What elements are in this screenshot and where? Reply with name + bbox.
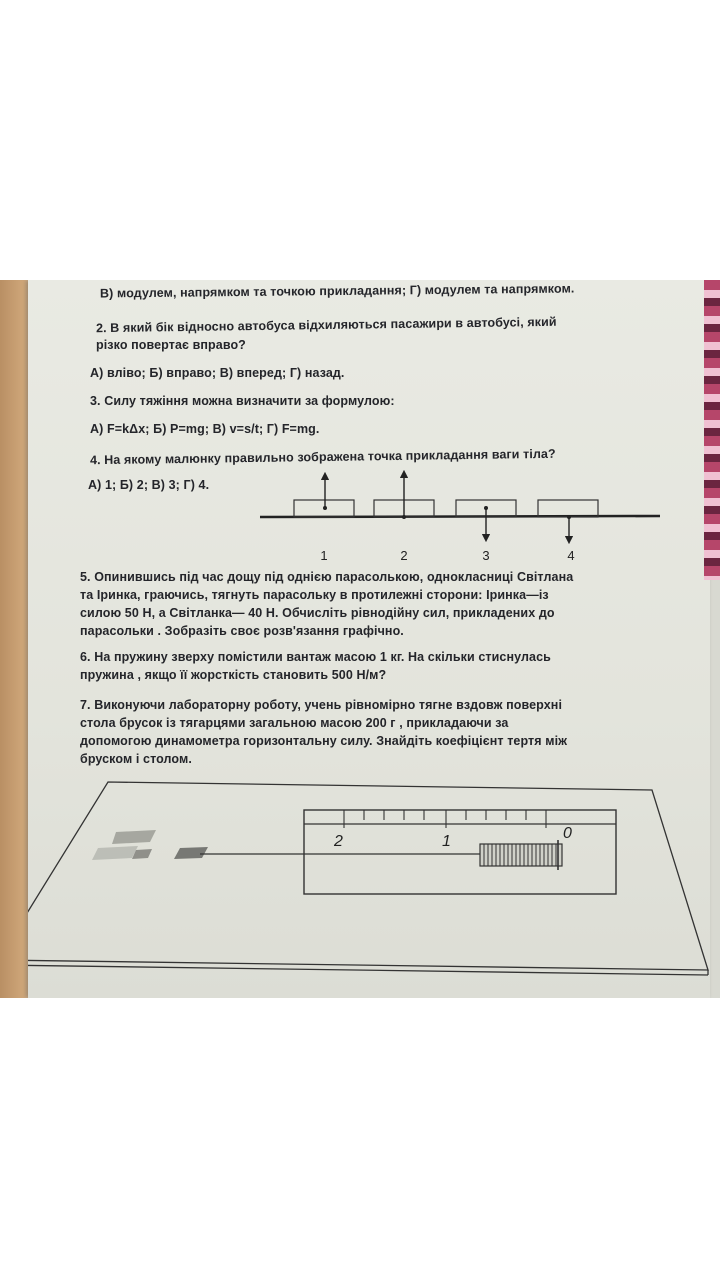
question-2-line-2: різко повертає вправо? <box>96 338 246 352</box>
block-4 <box>538 500 598 517</box>
question-2-line-1: 2. В який бік відносно автобуса відхиляються пасажири в автобусі, який <box>95 314 557 336</box>
scale-label-1: 1 <box>442 833 451 850</box>
dynamometer-spring <box>480 840 562 870</box>
question-4: 4. На якому малюнку правильно зображена точка прикладання ваги тіла? <box>89 446 556 468</box>
figure-label-2: 2 <box>400 548 408 563</box>
figure-label-1: 1 <box>320 548 328 563</box>
question-5-line-2: та Іринка, граючись, тягнуть парасольку в протилежні сторони: Іринка—із <box>80 588 549 602</box>
background-object <box>704 280 720 580</box>
question-4-figure <box>28 470 710 570</box>
question-7-line-4: бруском і столом. <box>80 752 192 766</box>
line-prev-answer: В) модулем, напрямком та точкою прикладання; Г) модулем та напрямком. <box>99 281 575 301</box>
question-5-line-3: силою 50 Н, а Світланка— 40 Н. Обчисліть рівнодійну сил, прикладених до <box>80 606 555 620</box>
question-2-answers: А) вліво; Б) вправо; В) вперед; Г) назад. <box>90 366 345 380</box>
block-with-weights <box>92 830 208 860</box>
question-6-line-1: 6. На пружину зверху помістили вантаж масою 1 кг. На скільки стиснулась <box>80 650 551 664</box>
question-7-line-1: 7. Виконуючи лабораторну роботу, учень рівномірно тягне вздовж поверхні <box>80 698 563 712</box>
question-7-line-3: допомогою динамометра горизонтальну силу. Знайдіть коефіцієнт тертя між <box>80 734 568 748</box>
question-5-line-1: 5. Опинившись під час дощу під однією парасолькою, однокласниці Світлана <box>80 570 574 584</box>
question-3: 3. Силу тяжіння можна визначити за формулою: <box>90 394 395 408</box>
question-7-line-2: стола брусок із тягарцями загальною масою 200 г , прикладаючи за <box>80 716 509 730</box>
scale-label-2: 2 <box>334 833 343 850</box>
figure-label-4: 4 <box>567 548 575 563</box>
question-7-figure <box>28 770 710 990</box>
question-6-line-2: пружина , якщо її жорсткість становить 500 Н/м? <box>80 668 387 682</box>
question-4-answers: А) 1; Б) 2; В) 3; Г) 4. <box>88 478 210 492</box>
worksheet-page <box>28 280 710 998</box>
dynamometer-body <box>304 810 616 894</box>
question-5-line-4: парасольки . Зобразіть своє розв'язання графічно. <box>80 624 404 638</box>
scale-label-0: 0 <box>563 825 572 842</box>
dynamometer-scale <box>344 810 546 828</box>
question-3-answers: А) F=kΔx; Б) P=mg; В) v=s/t; Г) F=mg. <box>90 422 320 436</box>
photo <box>0 280 720 998</box>
figure-label-3: 3 <box>482 548 490 563</box>
